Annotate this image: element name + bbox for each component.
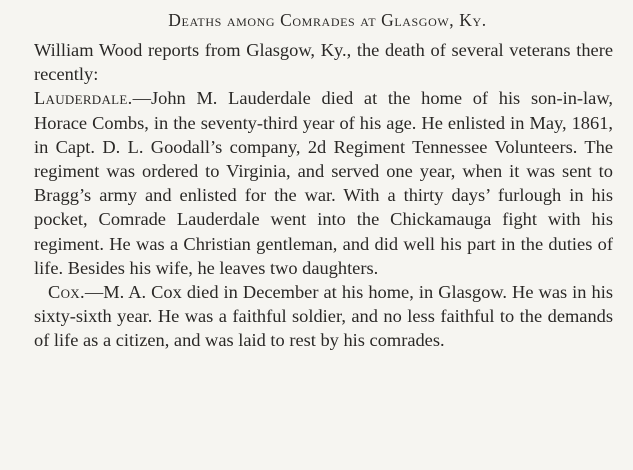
obituary-cox bbox=[34, 280, 613, 353]
article-title: Deaths among Comrades at Glasgow, Ky. bbox=[168, 10, 487, 30]
intro-paragraph bbox=[34, 38, 613, 86]
obituary-text: —John M. Lauderdale died at the home of his son-in-law, Horace Combs, in the seventy-third year of his age. He enlisted in May, 1861, in Capt. D. L. Goodall’s company, 2d Regiment Tennessee Volunteers. The regiment was ordered to Virginia, and served one year, when it was sent to Bragg’s army and enlisted for the war. With a thirty days’ furlough in his pocket, Comrade Lauderdale went into the Chickamauga fight with his regiment. He was a Christian gentleman, and did well his part in the duties of life. Besides his wife, he leaves two daughters. bbox=[34, 88, 613, 278]
intro-text: William Wood reports from Glasgow, Ky., the death of several veterans there recently: bbox=[34, 40, 613, 85]
obituary-text: —M. A. Cox died in December at his home, in Glasgow. He was in his sixty-sixth year. He was a faithful soldier, and no less faithful to the demands of life as a citizen, and was laid to rest by his comrades. bbox=[34, 282, 613, 351]
obituary-name: Lauderdale. bbox=[34, 88, 133, 109]
obituary-name: Cox. bbox=[48, 282, 85, 303]
obituary-lauderdale bbox=[34, 86, 613, 280]
